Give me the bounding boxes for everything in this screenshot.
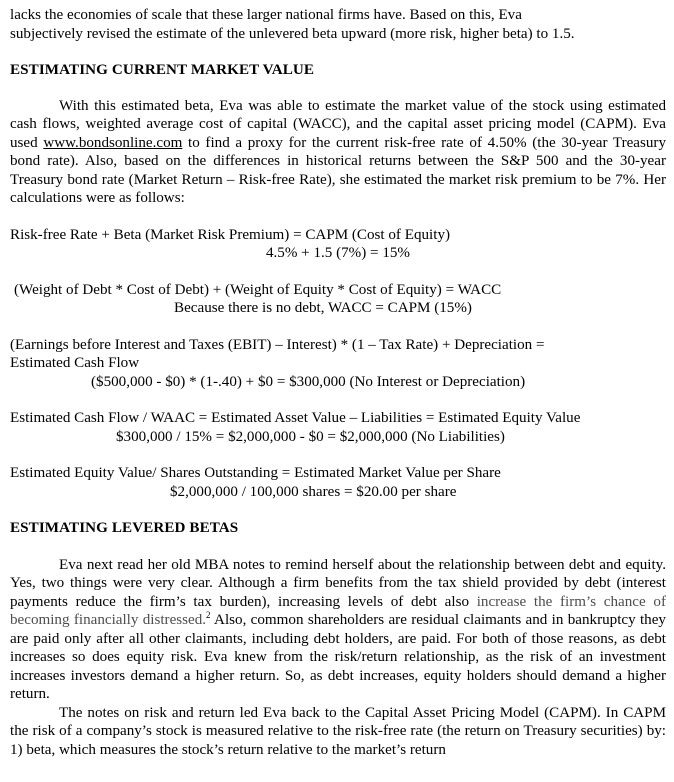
footnote-marker[interactable]: 2 xyxy=(206,609,211,620)
capm-result: 4.5% + 1.5 (7%) = 15% xyxy=(265,245,411,261)
market-value-text-2: to find a proxy for the current risk-free rate of 4.50% (the 30-year Treasury bond rate). Also, based on the differences in historical returns between the S&P 500 and the 30-year Treasury bond rate (Market Return – Risk-free Rate), she estimated the market risk premium to be 7%. Her calculations were as follows: xyxy=(10,134,666,206)
share-value-result: $2,000,000 / 100,000 shares = $20.00 per share xyxy=(170,483,457,500)
levered-betas-paragraph-1 xyxy=(10,556,666,704)
document-page xyxy=(10,6,666,759)
capm-calculation xyxy=(10,226,666,263)
cash-flow-formula-line-1: (Earnings before Interest and Taxes (EBIT) – Interest) * (1 – Tax Rate) + Depreciation = xyxy=(10,336,545,353)
levered-betas-paragraph-2: The notes on risk and return led Eva back to the Capital Asset Pricing Model (CAPM). In CAPM the risk of a company’s stock is measured relative to the risk-free rate (the return on Treasury securities) by: 1) beta, which measures the stock’s return relative to the market’s return xyxy=(10,704,666,758)
capm-formula: Risk-free Rate + Beta (Market Risk Premium) = CAPM (Cost of Equity) xyxy=(10,226,451,243)
cash-flow-result: ($500,000 - $0) * (1-.40) + $0 = $300,000 (No Interest or Depreciation) xyxy=(91,373,526,390)
intro-line-2: subjectively revised the estimate of the unlevered beta upward (more risk, higher beta) to 1.5. xyxy=(10,25,575,42)
market-value-paragraph xyxy=(10,97,666,208)
equity-value-formula: Estimated Cash Flow / WAAC = Estimated Asset Value – Liabilities = Estimated Equity Value xyxy=(10,410,581,426)
equity-value-result: $300,000 / 15% = $2,000,000 - $0 = $2,000,000 (No Liabilities) xyxy=(116,428,505,445)
market-value-text-1: With this estimated beta, Eva was able to estimate the market value of the stock using estimated cash flows, weighted average cost of capital (WACC), and the capital asset pricing model (CAPM). Eva used xyxy=(10,97,666,151)
bondsonline-link[interactable]: www.bondsonline.com xyxy=(43,134,183,151)
share-value-calculation xyxy=(10,464,666,501)
wacc-calculation xyxy=(10,281,666,318)
intro-paragraph xyxy=(10,6,666,43)
cash-flow-calculation xyxy=(10,336,666,392)
section-heading-market-value: ESTIMATING CURRENT MARKET VALUE xyxy=(10,62,315,78)
cash-flow-formula-line-2: Estimated Cash Flow xyxy=(10,355,140,371)
section-heading-levered-betas: ESTIMATING LEVERED BETAS xyxy=(10,520,239,536)
equity-value-calculation xyxy=(10,409,666,446)
levered-text-2: Also, common shareholders are residual claimants and in bankruptcy they are paid only after all other claimants, including debt holders, are paid. For both of those reasons, as debt increases so does equity risk. Eva knew from the risk/return relationship, as the risk of an investment increases investors demand a higher return. So, as debt increases, equity holders should demand a higher return. xyxy=(10,612,666,702)
levered-text-1: Eva next read her old MBA notes to remind herself about the relationship between debt and equity. Yes, two things were very clear. Although a firm benefits from the tax shield provided by debt (interest payments reduce the firm’s tax burden), increasing levels of debt also xyxy=(10,556,666,610)
wacc-formula: (Weight of Debt * Cost of Debt) + (Weight of Equity * Cost of Equity) = WACC xyxy=(14,281,502,298)
wacc-result: Because there is no debt, WACC = CAPM (15%) xyxy=(174,300,472,316)
levered-text-highlight: increase the firm’s chance of becoming financially distressed. xyxy=(10,593,666,628)
share-value-formula: Estimated Equity Value/ Shares Outstanding = Estimated Market Value per Share xyxy=(10,465,501,481)
intro-line-1: lacks the economies of scale that these larger national firms have. Based on this, Eva xyxy=(10,7,522,23)
